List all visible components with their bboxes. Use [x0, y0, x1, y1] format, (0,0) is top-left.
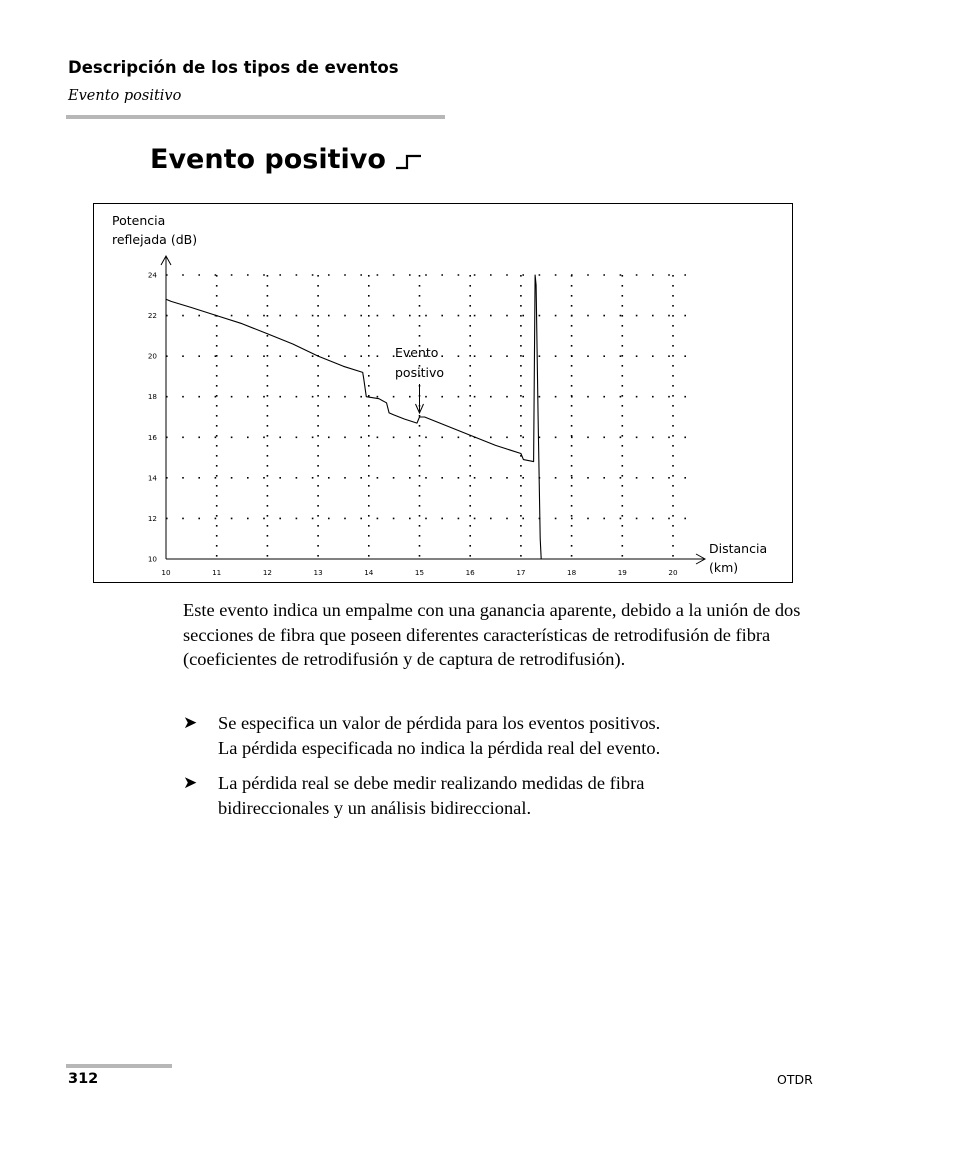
x-axis-label: (km) — [709, 560, 739, 575]
subsection-title: Evento positivo — [68, 88, 182, 104]
annotation-label: positivo — [395, 365, 444, 380]
y-tick-label: 24 — [147, 270, 157, 280]
bullet-text — [218, 771, 798, 820]
x-tick-label: 19 — [617, 568, 627, 577]
y-tick-label: 22 — [147, 311, 157, 321]
annotation-label: Evento — [395, 345, 439, 360]
page-title — [150, 144, 425, 175]
y-tick-label: 14 — [147, 473, 157, 483]
bullet-line: Se especifica un valor de pérdida para los eventos positivos. — [218, 713, 661, 733]
section-title: Descripción de los tipos de eventos — [68, 58, 399, 77]
y-axis-label: reflejada (dB) — [112, 232, 198, 247]
description-paragraph: Este evento indica un empalme con una ganancia aparente, debido a la unión de dos secciones de fibra que poseen diferentes características de retrodifusión de fibra (coeficientes de retrodifusión y de captura de retrodifusión). — [183, 600, 801, 670]
footer-divider — [66, 1064, 172, 1068]
chart-tick-labels — [148, 271, 678, 578]
chart-axes — [161, 256, 705, 564]
x-tick-label: 20 — [668, 568, 678, 577]
x-tick-label: 12 — [262, 568, 272, 577]
chart-grid — [166, 275, 695, 559]
otdr-chart-frame — [93, 203, 793, 583]
y-tick-label: 18 — [147, 392, 157, 402]
y-tick-label: 20 — [147, 351, 157, 361]
x-tick-label: 16 — [465, 568, 475, 577]
product-name: OTDR — [777, 1072, 813, 1087]
positive-event-step-icon — [395, 152, 425, 172]
x-tick-label: 18 — [567, 568, 577, 577]
bullet-arrow-icon: ➤ — [183, 773, 198, 792]
bullet-line: La pérdida especificada no indica la pérdida real del evento. — [218, 737, 661, 758]
page-title-text: Evento positivo — [150, 144, 386, 175]
chart-series — [166, 275, 544, 559]
otdr-trace-chart — [94, 204, 792, 582]
bullet-line: La pérdida real se debe medir realizando medidas de fibra — [218, 773, 645, 793]
y-tick-label: 12 — [147, 513, 157, 523]
x-tick-label: 13 — [313, 568, 323, 577]
bullet-arrow-icon: ➤ — [183, 713, 198, 732]
x-tick-label: 17 — [516, 568, 526, 577]
x-tick-label: 10 — [161, 568, 171, 577]
page-number: 312 — [68, 1071, 99, 1087]
trace-line — [166, 275, 544, 559]
bullet-text — [218, 711, 798, 760]
y-axis-label: Potencia — [112, 213, 166, 228]
x-axis-label: Distancia — [709, 541, 768, 556]
header-divider — [66, 115, 445, 119]
y-tick-label: 16 — [147, 432, 157, 442]
x-tick-label: 15 — [414, 568, 425, 577]
x-tick-label: 11 — [212, 568, 222, 577]
bullet-line: bidireccionales y un análisis bidireccional. — [218, 797, 532, 818]
chart-labels — [112, 213, 767, 575]
x-tick-label: 14 — [364, 568, 374, 577]
y-tick-label: 10 — [147, 554, 157, 564]
